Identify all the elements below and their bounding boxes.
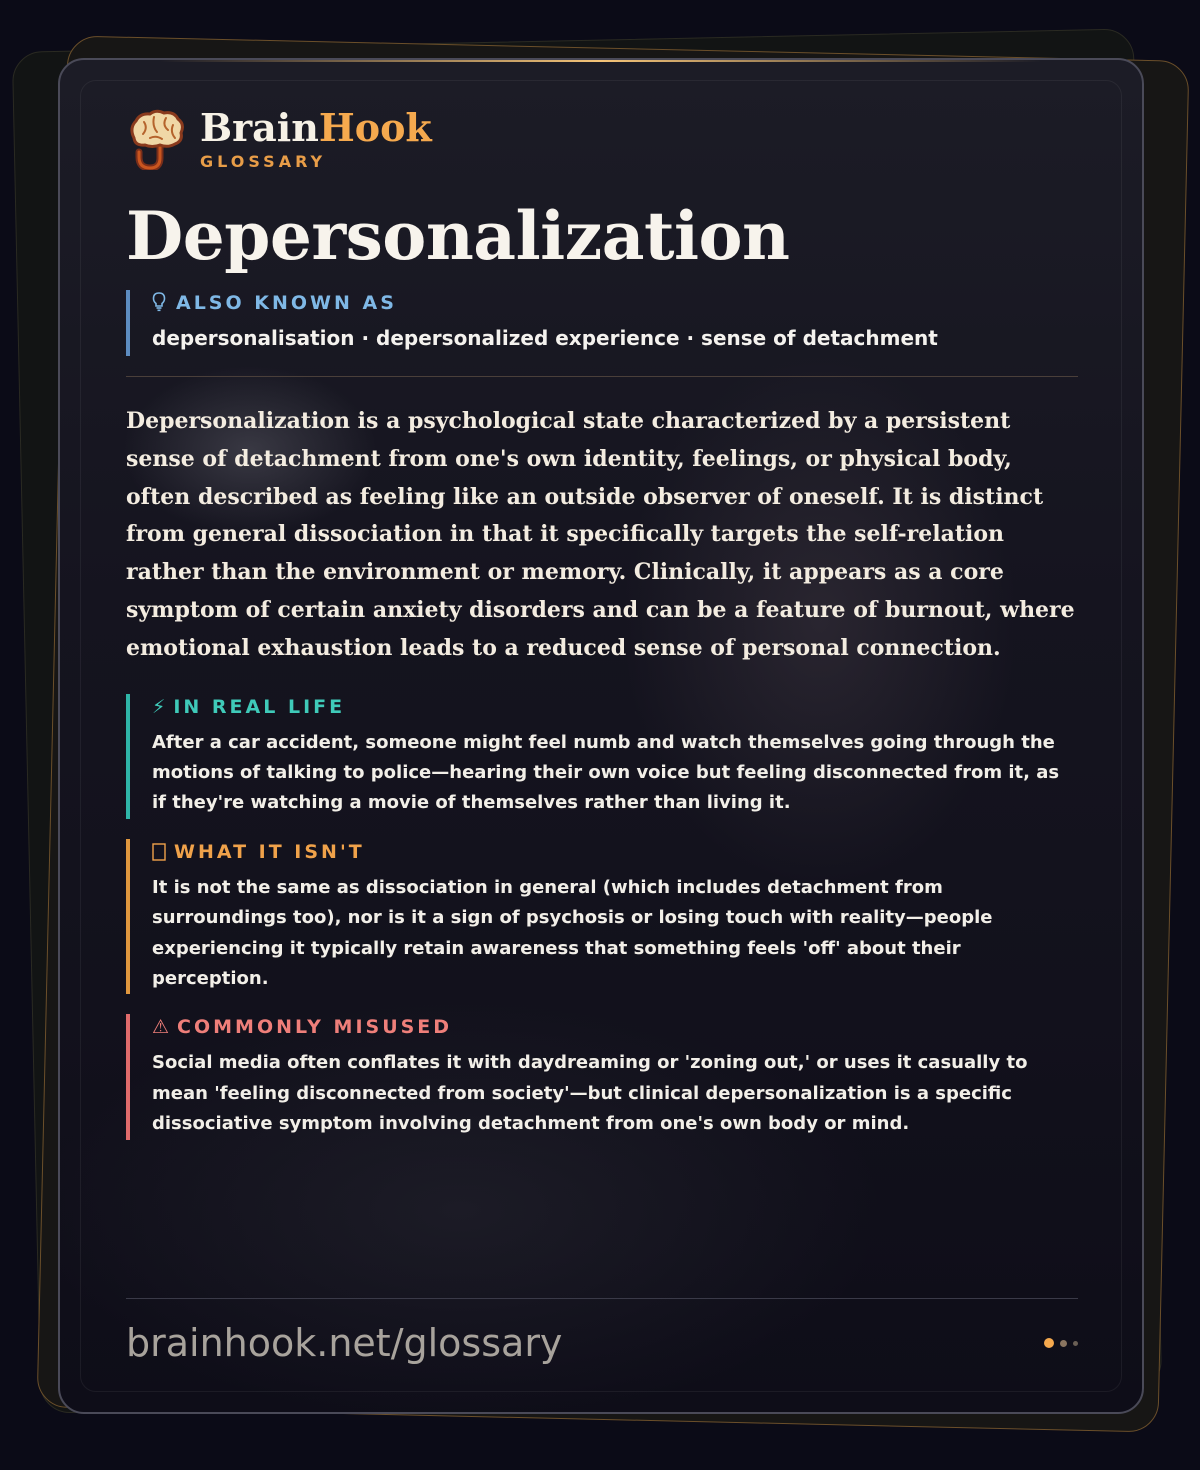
definition-text: Depersonalization is a psychological state characterized by a persistent sense of detachment from one's own identity, feelings, or physical body, often described as feeling like an outside observer of oneself. It is distinct from general dissociation in that it specifically targets the self-relation rather than the environment or memory. Clinically, it appears as a core symptom of certain anxiety disorders and can be a feature of burnout, where emotional exhaustion leads to a reduced sense of personal connection. xyxy=(126,408,1075,661)
footer-url-link[interactable]: brainhook.net/glossary xyxy=(126,1321,563,1365)
callout-in-real-life-label: IN REAL LIFE xyxy=(173,695,346,718)
also-known-as-label: ALSO KNOWN AS xyxy=(176,292,397,314)
brand-name xyxy=(200,104,432,150)
also-known-as-section xyxy=(126,290,1078,356)
lightbulb-icon xyxy=(152,292,166,314)
pagination-dot[interactable] xyxy=(1073,1341,1078,1346)
also-known-as-list: depersonalisation · depersonalized experience · sense of detachment xyxy=(152,326,938,350)
callout-in-real-life xyxy=(126,694,1078,819)
pagination-dots xyxy=(1038,1338,1078,1348)
callout-commonly-misused-heading xyxy=(152,1014,1078,1040)
warning-icon: ⚠ xyxy=(152,1016,170,1039)
lightning-icon: ⚡ xyxy=(152,695,166,718)
card-top-accent-line xyxy=(160,60,1042,62)
brand-name-hook: Hook xyxy=(318,104,432,150)
section-divider xyxy=(126,376,1078,377)
callout-what-it-isnt xyxy=(126,839,1078,995)
callout-commonly-misused-body: Social media often conflates it with daydreaming or 'zoning out,' or uses it casually to mean 'feeling disconnected from society'—but clinical depersonalization is a specific dissociative symptom involving detachment from one's own body or mind. xyxy=(152,1052,1028,1135)
brand-subtitle: GLOSSARY xyxy=(200,151,327,171)
prohibited-icon xyxy=(152,841,166,863)
callout-what-it-isnt-heading xyxy=(152,839,1078,865)
card-content xyxy=(126,104,1078,1140)
pagination-dot[interactable] xyxy=(1060,1340,1067,1347)
pagination-dot-active[interactable] xyxy=(1044,1338,1054,1348)
callout-in-real-life-heading xyxy=(152,694,1078,720)
also-known-as-heading xyxy=(152,290,1078,316)
footer-divider xyxy=(126,1298,1078,1299)
brain-hook-logo-icon xyxy=(126,108,186,170)
callout-what-it-isnt-body: It is not the same as dissociation in general (which includes detachment from surroundings too), nor is it a sign of psychosis or losing touch with reality—people experiencing it typically retain awareness that something feels 'off' about their perception. xyxy=(152,876,993,990)
brand-text xyxy=(200,104,432,171)
glossary-card xyxy=(58,58,1144,1414)
brand-name-brain: Brain xyxy=(200,104,319,150)
term-title: Depersonalization xyxy=(126,197,790,275)
brand-header xyxy=(126,104,1078,174)
callout-what-it-isnt-label: WHAT IT ISN'T xyxy=(174,840,365,863)
callout-commonly-misused xyxy=(126,1014,1078,1139)
callout-in-real-life-body: After a car accident, someone might feel numb and watch themselves going through the motions of talking to police—hearing their own voice but feeling disconnected from it, as if they're watching a movie of themselves rather than living it. xyxy=(152,731,1060,814)
callout-commonly-misused-label: COMMONLY MISUSED xyxy=(177,1016,453,1039)
